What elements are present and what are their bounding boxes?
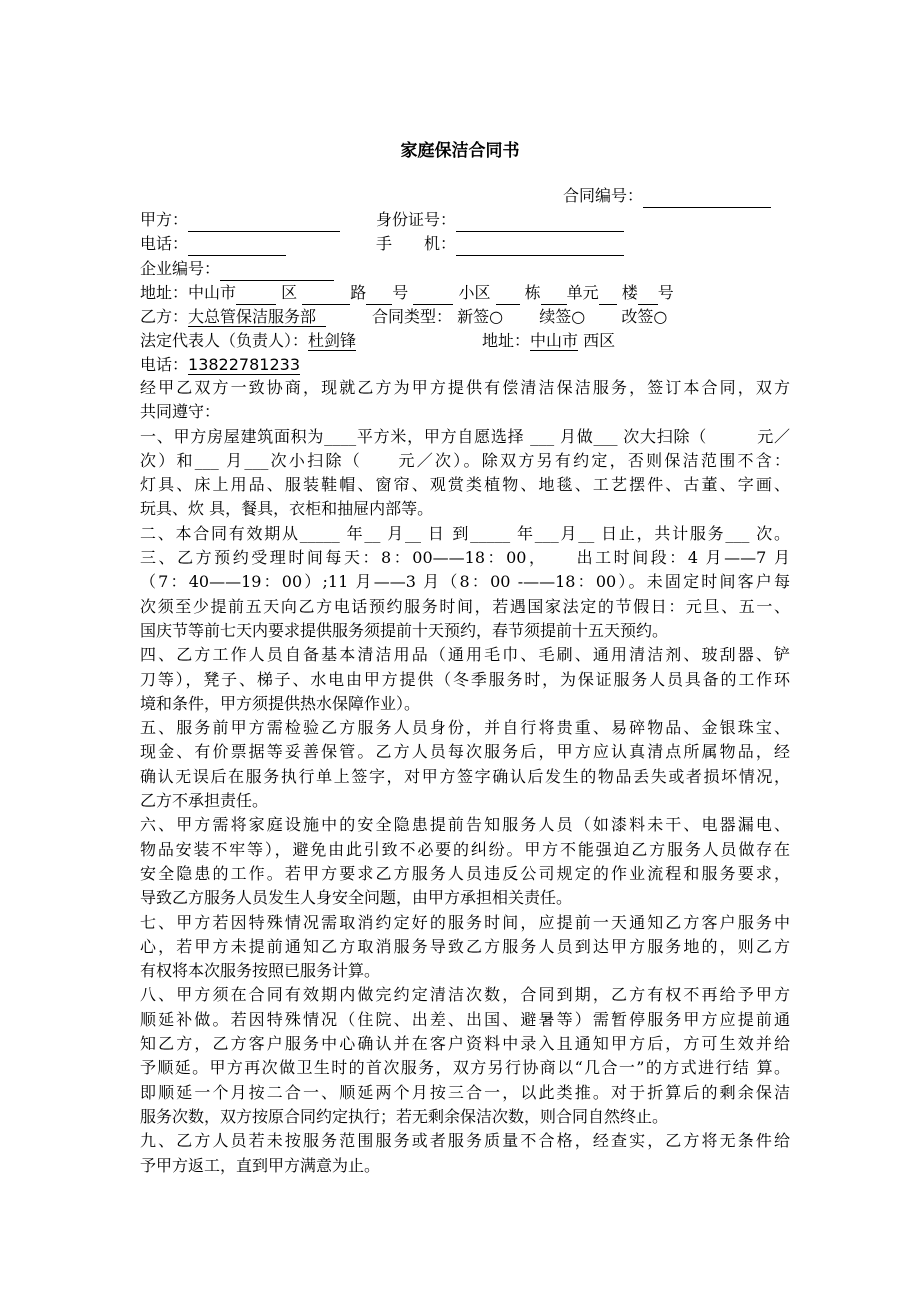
legal-rep-label: 法定代表人（负责人）： [140, 331, 309, 350]
contract-number-label: 合同编号： [563, 186, 644, 205]
body-line: 导致乙方服务人员发生人身安全问题，由甲方承担相关责任。 [140, 888, 573, 908]
body-line: 予顺延。甲方再次做卫生时的首次服务，双方另行协商以“几合一”的方式进行结 算。 [140, 1058, 790, 1078]
phone-label: 电话： [140, 234, 189, 253]
room-field[interactable] [638, 286, 658, 305]
contract-type-label: 合同类型： [372, 307, 453, 326]
change-sign-option[interactable]: 改签○ [621, 307, 668, 326]
party-a-row [140, 208, 340, 232]
address-unit-label: 单元 [566, 283, 599, 302]
building-field[interactable] [496, 286, 520, 305]
body-line: 七、甲方若因特殊情况需取消约定好的服务时间，应提前一天通知乙方客户服务中 [140, 912, 790, 932]
body-line: 八、甲方须在合同有效期内做完约定清洁次数，合同到期，乙方有权不再给予甲方 [140, 985, 790, 1005]
legal-rep-name: 杜剑锋 [308, 331, 357, 350]
address-community-label: 小区 [458, 283, 491, 302]
company-number-label: 企业编号： [140, 259, 221, 278]
body-line: 境和条件，甲方须提供热水保障作业）。 [140, 693, 421, 713]
body-line: 知乙方，乙方客户服务中心确认并在客户资料中录入且通知甲方后，方可生效并给 [140, 1034, 790, 1054]
id-number-row [376, 208, 624, 232]
party-a-field[interactable] [188, 213, 340, 232]
new-sign-option[interactable]: 新签○ [457, 307, 504, 326]
address-row [140, 281, 674, 305]
id-number-field[interactable] [456, 213, 624, 232]
party-b-row [140, 305, 326, 329]
body-line: 四、乙方工作人员自备基本清洁用品（通用毛巾、毛刷、通用清洁剂、玻刮器、铲 [140, 645, 790, 665]
party-b-address-district: 西区 [578, 331, 616, 350]
road-field[interactable] [302, 286, 350, 305]
road-number-field[interactable] [366, 286, 392, 305]
phone-row [140, 232, 286, 256]
party-b-name: 大总管保洁服务部 [188, 307, 317, 326]
body-line: 三、乙方预约受理时间每天：8：00——18：00， 出工时间段：4 月——7 月 [140, 548, 790, 568]
body-line: 二、本合同有效期从_____ 年__ 月__ 日 到_____ 年___月__ 日止，共计服务___ 次。 [140, 523, 790, 543]
body-line: 确认无误后在服务执行单上签字，对甲方签字确认后发生的物品丢失或者损坏情况， [140, 766, 790, 786]
body-line: 六、甲方需将家庭设施中的安全隐患提前告知服务人员（如漆料未干、电器漏电、 [140, 815, 790, 835]
company-number-row [140, 257, 334, 281]
body-line: 顺延补做。若因特殊情况（住院、出差、出国、避暑等）需暂停服务甲方应提前通 [140, 1009, 790, 1029]
body-line: 国庆节等前七天内要求提供服务须提前十天预约，春节须提前十五天预约。 [140, 620, 669, 640]
body-line: 乙方不承担责任。 [140, 791, 269, 811]
party-b-address-row [482, 329, 615, 353]
party-a-label: 甲方： [140, 210, 189, 229]
body-line: 次须至少提前五天向乙方电话预约服务时间，若遇国家法定的节假日：元旦、五一、 [140, 596, 790, 616]
body-line: 玩具、炊 具，餐具，衣柜和抽屉内部等。 [140, 499, 434, 519]
renew-sign-option[interactable]: 续签○ [539, 307, 586, 326]
company-number-field[interactable] [220, 262, 334, 281]
address-district-label: 区 [281, 283, 298, 302]
party-b-address-label: 地址： [482, 331, 531, 350]
address-room-label: 号 [657, 283, 674, 302]
address-label: 地址：中山市 [140, 283, 237, 302]
address-number-label: 号 [392, 283, 409, 302]
body-line: 安全隐患的工作。若甲方要求乙方服务人员违反公司规定的作业流程和服务要求， [140, 863, 790, 883]
phone-field[interactable] [188, 237, 286, 256]
district-field[interactable] [236, 286, 276, 305]
party-b-phone-label: 电话： [140, 355, 189, 374]
party-b-address-city: 中山市 [530, 331, 579, 350]
body-line: 予甲方返工，直到甲方满意为止。 [140, 1155, 381, 1175]
body-line: 次）和___ 月___次小扫除（ 元／次）。除双方另有约定，否则保洁范围不含： [140, 450, 790, 470]
body-line: 共同遵守： [140, 402, 221, 422]
body-line: 物品安装不牢等），避免由此引致不必要的纠纷。甲方不能强迫乙方服务人员做存在 [140, 839, 790, 859]
party-b-phone-value: 13822781233 [188, 355, 300, 374]
body-line: 服务次数，双方按原合同约定执行；若无剩余保洁次数，则合同自然终止。 [140, 1106, 669, 1126]
body-line: 一、甲方房屋建筑面积为____平方米，甲方自愿选择 ___ 月做___ 次大扫除（ 元／ [140, 426, 790, 446]
floor-field[interactable] [599, 286, 617, 305]
body-line: 现金、有价票据等妥善保管。乙方人员每次服务后，甲方应认真清点所属物品，经 [140, 742, 790, 762]
party-b-label: 乙方： [140, 307, 189, 326]
body-line: 心，若甲方未提前通知乙方取消服务导致乙方服务人员到达甲方服务地的，则乙方 [140, 936, 790, 956]
unit-field[interactable] [541, 286, 567, 305]
address-road-label: 路 [350, 283, 367, 302]
document-title: 家庭保洁合同书 [400, 141, 520, 161]
body-line: 九、乙方人员若未按服务范围服务或者服务质量不合格，经查实，乙方将无条件给 [140, 1131, 790, 1151]
contract-type-row [372, 305, 667, 329]
body-line: 五、服务前甲方需检验乙方服务人员身份，并自行将贵重、易碎物品、金银珠宝、 [140, 718, 790, 738]
body-line: 刀等），凳子、梯子、水电由甲方提供（冬季服务时，为保证服务人员具备的工作环 [140, 669, 790, 689]
body-line: 有权将本次服务按照已服务计算。 [140, 961, 381, 981]
community-field[interactable] [413, 286, 453, 305]
contract-body [140, 376, 790, 1178]
party-b-phone-row [140, 353, 300, 377]
body-line: （7：40——19：00）;11 月——3 月（8：00 -——18：00）。未固定时间客户每 [140, 572, 790, 592]
address-floor-label: 楼 [621, 283, 638, 302]
address-building-label: 栋 [524, 283, 541, 302]
contract-number-row [563, 184, 771, 208]
id-number-label: 身份证号： [376, 210, 457, 229]
legal-rep-row [140, 329, 356, 353]
mobile-field[interactable] [456, 237, 624, 256]
contract-number-field[interactable] [643, 189, 771, 208]
mobile-row [376, 232, 624, 256]
body-line: 经甲乙双方一致协商，现就乙方为甲方提供有偿清洁保洁服务，签订本合同，双方 [140, 378, 790, 397]
body-line: 灯具、床上用品、服装鞋帽、窗帘、观赏类植物、地毯、工艺摆件、古董、字画、 [140, 475, 790, 495]
mobile-label: 手 机： [376, 234, 457, 253]
body-line: 即顺延一个月按二合一、顺延两个月按三合一，以此类推。对于折算后的剩余保洁 [140, 1082, 790, 1102]
